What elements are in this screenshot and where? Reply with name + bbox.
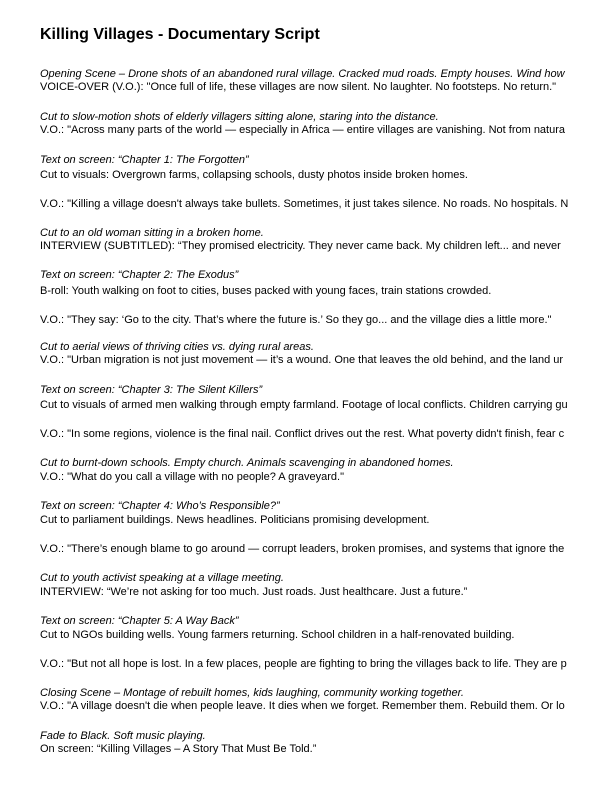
voice-over-line: V.O.: "There’s enough blame to go around — corrupt leaders, broken promises, and systems that ignore the [40, 543, 565, 555]
voice-over-line: V.O.: "A village doesn't die when people leave. It dies when we forget. Remember them. Rebuild them. Or lo [40, 700, 565, 712]
voice-over-line: V.O.: "But not all hope is lost. In a few places, people are fighting to bring the villages back to life. They are p [40, 658, 567, 670]
visual-description: Cut to NGOs building wells. Young farmers returning. School children in a half-renovated building. [40, 629, 515, 641]
scene-direction: Opening Scene – Drone shots of an abandoned rural village. Cracked mud roads. Empty houses. Wind how [40, 68, 565, 80]
visual-description: B-roll: Youth walking on foot to cities, buses packed with young faces, train stations crowded. [40, 285, 492, 297]
scene-direction: Cut to burnt-down schools. Empty church. Animals scavenging in abandoned homes. [40, 457, 454, 469]
scene-direction: Closing Scene – Montage of rebuilt homes, kids laughing, community working together. [40, 687, 464, 699]
chapter-heading: Text on screen: “Chapter 5: A Way Back” [40, 615, 239, 627]
scene-direction: Cut to slow-motion shots of elderly villagers sitting alone, staring into the distance. [40, 111, 439, 123]
chapter-heading: Text on screen: “Chapter 3: The Silent Killers” [40, 384, 263, 396]
visual-description: Cut to visuals: Overgrown farms, collapsing schools, dusty photos inside broken homes. [40, 169, 468, 181]
document-title: Killing Villages - Documentary Script [40, 26, 320, 43]
interview-line: INTERVIEW (SUBTITLED): “They promised electricity. They never came back. My children left... and never [40, 240, 561, 252]
voice-over-line: V.O.: "Killing a village doesn't always take bullets. Sometimes, it just takes silence. No roads. No hospitals. N [40, 198, 569, 210]
chapter-heading: Text on screen: “Chapter 4: Who’s Responsible?” [40, 500, 280, 512]
scene-direction: Cut to aerial views of thriving cities vs. dying rural areas. [40, 341, 314, 353]
voice-over-line: V.O.: "Across many parts of the world — especially in Africa — entire villages are vanishing. Not from natura [40, 124, 566, 136]
scene-direction: Fade to Black. Soft music playing. [40, 730, 206, 742]
chapter-heading: Text on screen: “Chapter 2: The Exodus” [40, 269, 239, 281]
interview-line: INTERVIEW: “We’re not asking for too much. Just roads. Just healthcare. Just a future.” [40, 586, 468, 598]
visual-description: Cut to parliament buildings. News headlines. Politicians promising development. [40, 514, 430, 526]
chapter-heading: Text on screen: “Chapter 1: The Forgotten” [40, 154, 249, 166]
voice-over-line: V.O.: "Urban migration is not just movement — it’s a wound. One that leaves the old behind, and the land ur [40, 354, 564, 366]
voice-over-line: V.O.: "In some regions, violence is the final nail. Conflict drives out the rest. What poverty didn't finish, fear c [40, 428, 565, 440]
voice-over-line: V.O.: "What do you call a village with no people? A graveyard." [40, 471, 344, 483]
visual-description: Cut to visuals of armed men walking through empty farmland. Footage of local conflicts. Children carrying gu [40, 399, 568, 411]
on-screen-text: On screen: “Killing Villages – A Story That Must Be Told.” [40, 743, 317, 755]
voice-over-line: VOICE-OVER (V.O.): "Once full of life, these villages are now silent. No laughter. No footsteps. No return." [40, 81, 557, 93]
scene-direction: Cut to an old woman sitting in a broken home. [40, 227, 264, 239]
voice-over-line: V.O.: "They say: ‘Go to the city. That’s where the future is.’ So they go... and the village dies a little more." [40, 314, 552, 326]
scene-direction: Cut to youth activist speaking at a village meeting. [40, 572, 284, 584]
